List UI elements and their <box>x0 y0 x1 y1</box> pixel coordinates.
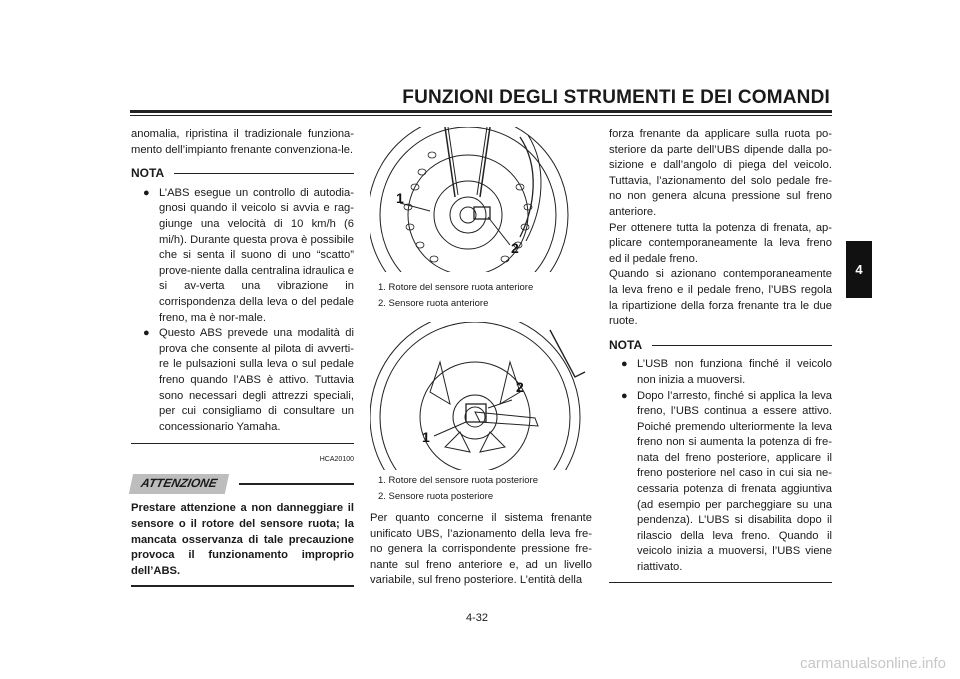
nota-heading <box>609 338 832 354</box>
paragraph: forza frenante da applicare sulla ruota po-steriore da parte dell’UBS dipende dalla po-sizione e dall’angolo di piega del veicolo. Tuttavia, l’azionamento del solo pedale fre-no non genera alcuna pressione sul freno anteriore. <box>609 128 832 218</box>
caption-line: 1. Rotore del sensore ruota anteriore <box>378 282 534 293</box>
rear-wheel-sensor-figure <box>370 322 592 470</box>
ubs-paragraph: Per quanto concerne il sistema frenante unificato UBS, l’azionamento della leva fre-no genera la corrispondente pressione fre-nante sul freno anteriore e, ad un livello variabile, sul freno posteriore. L’entità della <box>370 512 592 587</box>
divider <box>131 443 354 444</box>
figure2-caption <box>378 473 588 505</box>
page-number: 4-32 <box>466 612 489 624</box>
left-column <box>131 127 354 587</box>
caption-line: 2. Sensore ruota anteriore <box>378 298 489 309</box>
paragraph: Quando si azionano contemporaneamente la leva freno e il pedale freno, l’UBS regola la ripartizione della forza frenante tra le due ruote. <box>609 268 832 328</box>
attention-heading <box>131 474 354 494</box>
intro-paragraph: anomalia, ripristina il tradizionale funziona-mento dell’impianto frenante convenziona-le. <box>131 128 354 156</box>
header-rule <box>130 110 832 113</box>
divider <box>131 585 354 587</box>
right-column <box>609 127 832 583</box>
reference-code: HCA20100 <box>319 456 354 464</box>
list-item: ● L’ABS esegue un controllo di autodia-gnosi quando il veicolo si avvia e rag-giunge una velocità di 10 km/h (6 mi/h). Durante questa prova è possibile che si senta il suono di uno “scatto” prove-niente dalla centralina idraulica e si av-verta una vibrazione in corrispondenza della leva o del pedale freno, ma è nor-male. <box>141 186 354 326</box>
list-item: ● Questo ABS prevede una modalità di prova che consente al pilota di avverti-re le pulsazioni sulla leva o sul pedale freno quando l’ABS è attivo. Tuttavia sono necessari degli attrezzi speciali, per cui consigliamo di consultare un concessionario Yamaha. <box>141 326 354 435</box>
caption-line: 1. Rotore del sensore ruota posteriore <box>378 475 539 486</box>
callout-1: 1 <box>422 429 430 445</box>
page-title: FUNZIONI DEGLI STRUMENTI E DEI COMANDI <box>402 87 830 108</box>
nota-label: NOTA <box>609 337 643 352</box>
callout-2: 2 <box>516 379 524 395</box>
attention-badge: ATTENZIONE <box>129 474 229 494</box>
nota-heading <box>131 166 354 182</box>
figure1-caption <box>378 280 588 312</box>
caption-line: 2. Sensore ruota posteriore <box>378 491 494 502</box>
list-item: ● Dopo l’arresto, finché si applica la leva freno, l’UBS continua a essere attivo. Poiché premendo ulteriormente la leva freno non si aumenta la potenza di fre-nata del freno posteriore, applicare il freno posteriore nel caso in cui sia ne-cessaria potenza di frenata aggiuntiva (ad esempio per parcheggiare su una pendenza). L’UBS si disabilita dopo il rilascio della leva freno. Quando il veicolo inizia a muoversi, l’UBS viene riattivato. <box>619 389 832 576</box>
watermark: carmanualsonline.info <box>800 655 946 672</box>
middle-column-text <box>370 511 592 589</box>
nota-list <box>609 357 832 575</box>
attention-text: Prestare attenzione a non danneggiare il sensore o il rotore del sensore ruota; la mancata osservanza di tale precauzione provoca il funzionamento improprio dell’ABS. <box>131 502 354 577</box>
callout-1: 1 <box>396 190 404 206</box>
list-item: ● L’USB non funziona finché il veicolo non inizia a muoversi. <box>619 357 832 388</box>
header-rule-thin <box>130 115 832 116</box>
callout-2: 2 <box>511 240 519 256</box>
chapter-tab: 4 <box>846 241 872 298</box>
nota-list <box>131 186 354 436</box>
nota-label: NOTA <box>131 166 165 181</box>
front-wheel-sensor-figure <box>370 127 592 272</box>
paragraph: Per ottenere tutta la potenza di frenata, ap-plicare contemporaneamente la leva freno ed il pedale freno. <box>609 221 832 265</box>
divider <box>609 582 832 583</box>
